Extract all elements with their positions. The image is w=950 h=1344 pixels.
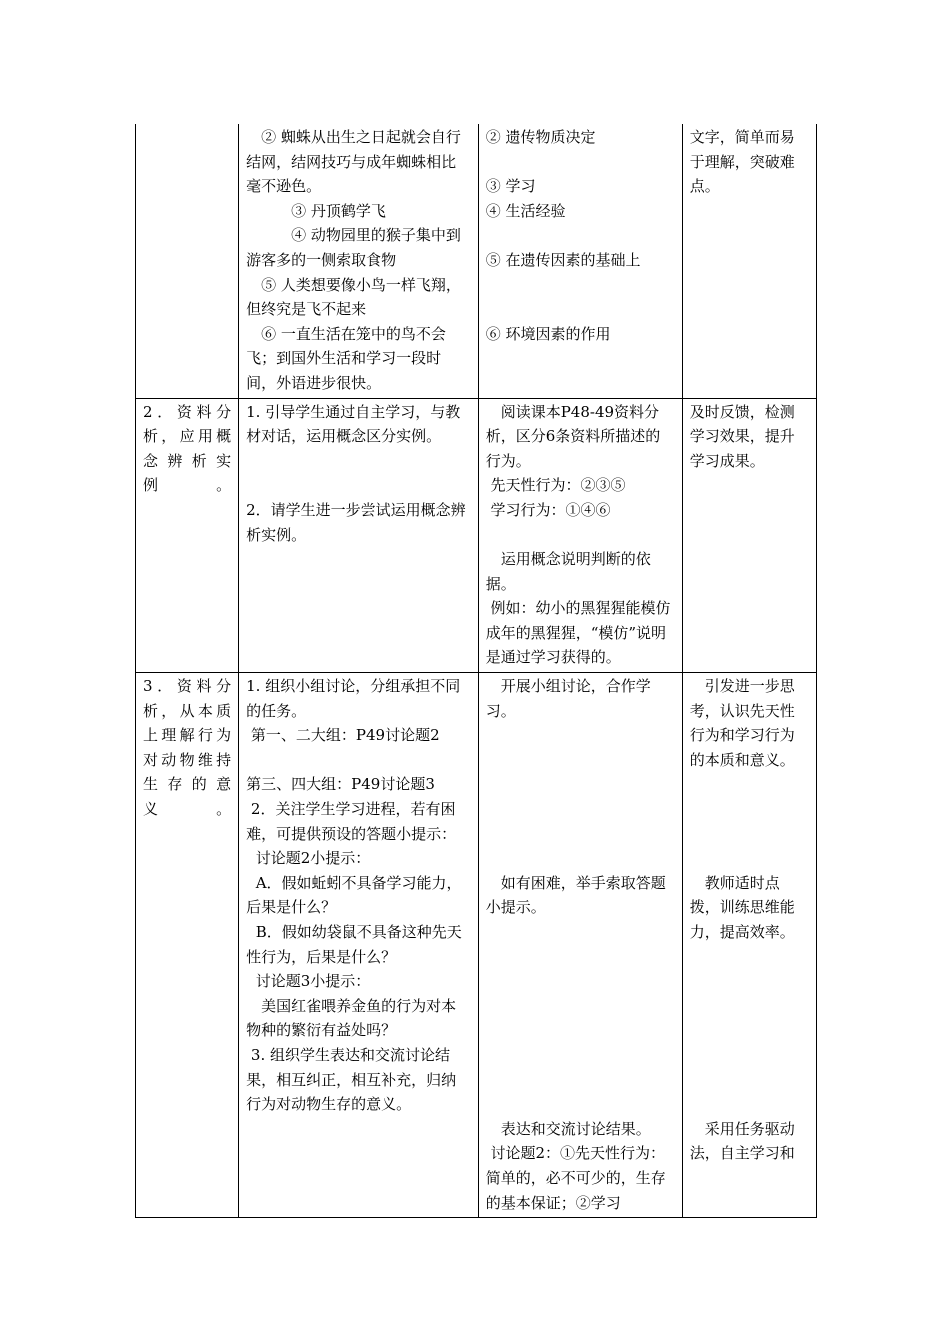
- paragraph: 运用概念说明判断的依据。: [485, 550, 651, 593]
- blank-line: [486, 797, 675, 822]
- blank-line: [486, 723, 675, 748]
- blank-line: [246, 449, 471, 474]
- blank-line: [486, 920, 675, 945]
- teacher-activity-cell: [239, 673, 479, 1218]
- paragraph: 2．请学生进一步尝试运用概念辨析实例。: [246, 500, 466, 544]
- paragraph: ⑤ 人类想要像小鸟一样飞翔，但终究是飞不起来: [246, 275, 461, 319]
- stage-cell: [136, 398, 239, 673]
- blank-line: [486, 994, 675, 1019]
- blank-line: [486, 150, 675, 175]
- paragraph: 及时反馈，检测学习效果，提升学习成果。: [689, 402, 795, 470]
- blank-line: [690, 994, 809, 1019]
- blank-line: [690, 1068, 809, 1093]
- blank-line: [486, 523, 675, 548]
- paragraph: 第一、二大组：P49讨论题2: [246, 726, 440, 745]
- table-row: [136, 398, 817, 673]
- blank-line: [690, 945, 809, 970]
- blank-line: [690, 772, 809, 797]
- blank-line: [246, 473, 471, 498]
- paragraph: 1. 组织小组讨论，分组承担不同的任务。: [246, 677, 461, 720]
- teacher-activity-cell: [239, 124, 479, 398]
- paragraph: 1. 引导学生通过自主学习，与教材对话，运用概念区分实例。: [246, 402, 461, 446]
- blank-line: [486, 969, 675, 994]
- blank-line: [486, 1043, 675, 1068]
- paragraph: 3. 组织学生表达和交流讨论结果，相互纠正，相互补充，归纳行为对动物生存的意义。: [246, 1045, 457, 1114]
- blank-line: [690, 1043, 809, 1068]
- paragraph: ② 遗传物质决定: [485, 128, 596, 146]
- blank-line: [486, 273, 675, 298]
- paragraph: 文字，简单而易于理解，突破难点。: [689, 128, 795, 196]
- paragraph: 如有困难，举手索取答题小提示。: [485, 873, 666, 917]
- paragraph: 讨论题3小提示：: [246, 972, 371, 991]
- paragraph: 表达和交流讨论结果。: [485, 1119, 651, 1138]
- paragraph: 讨论题2：①先天性行为：简单的，必不可少的，生存的基本保证；②学习: [485, 1144, 666, 1212]
- paragraph: ④ 动物园里的猴子集中到游客多的一侧索取食物: [246, 226, 461, 269]
- teacher-activity-cell: [239, 398, 479, 673]
- stage-cell: [136, 124, 239, 398]
- blank-line: [690, 797, 809, 822]
- paragraph: 引发进一步思考，认识先天性行为和学习行为的本质和意义。: [689, 677, 795, 769]
- paragraph: ③ 丹顶鹤学飞: [246, 201, 386, 220]
- student-activity-cell: [478, 124, 682, 398]
- paragraph: 2．资料分析，应用概念辨析实例。: [143, 402, 232, 495]
- paragraph: B．假如幼袋鼠不具备这种先天性行为，后果是什么？: [246, 923, 462, 966]
- paragraph: 学习行为：①④⑥: [485, 500, 611, 519]
- lesson-plan-table: [135, 124, 817, 1218]
- paragraph: 教师适时点拨，训练思维能力，提高效率。: [689, 873, 795, 941]
- blank-line: [486, 1068, 675, 1093]
- blank-line: [486, 1018, 675, 1043]
- table-row: [136, 673, 817, 1218]
- paragraph: ⑥ 环境因素的作用: [485, 324, 611, 343]
- paragraph: 美国红雀喂养金鱼的行为对本物种的繁衍有益处吗？: [246, 996, 457, 1040]
- blank-line: [486, 1092, 675, 1117]
- paragraph: 开展小组讨论，合作学习。: [485, 677, 651, 720]
- paragraph: 2．关注学生学习进程，若有困难，可提供预设的答题小提示：: [246, 800, 457, 843]
- paragraph: 阅读课本P48-49资料分析，区分6条资料所描述的行为。: [485, 402, 661, 470]
- blank-line: [246, 748, 471, 773]
- paragraph: ② 蜘蛛从出生之日起就会自行结网，结网技巧与成年蜘蛛相比毫不逊色。: [246, 128, 461, 196]
- design-intent-cell: [682, 673, 816, 1218]
- blank-line: [486, 772, 675, 797]
- blank-line: [690, 969, 809, 994]
- blank-line: [486, 748, 675, 773]
- student-activity-cell: [478, 398, 682, 673]
- paragraph: 例如：幼小的黑猩猩能模仿成年的黑猩猩，“模仿”说明是通过学习获得的。: [485, 599, 671, 667]
- blank-line: [690, 1092, 809, 1117]
- paragraph: ⑥ 一直生活在笼中的鸟不会飞；到国外生活和学习一段时间，外语进步很快。: [246, 324, 446, 392]
- blank-line: [486, 945, 675, 970]
- blank-line: [486, 223, 675, 248]
- blank-line: [690, 846, 809, 871]
- paragraph: 先天性行为：②③⑤: [485, 476, 626, 495]
- design-intent-cell: [682, 124, 816, 398]
- blank-line: [690, 822, 809, 847]
- paragraph: A．假如蚯蚓不具备学习能力，后果是什么？: [246, 873, 462, 917]
- paragraph: ⑤ 在遗传因素的基础上: [485, 250, 641, 269]
- design-intent-cell: [682, 398, 816, 673]
- stage-cell: [136, 673, 239, 1218]
- blank-line: [486, 297, 675, 322]
- paragraph: ④ 生活经验: [485, 201, 566, 220]
- paragraph: 采用任务驱动法，自主学习和: [689, 1119, 795, 1163]
- table-row: [136, 124, 817, 398]
- paragraph: 第三、四大组：P49讨论题3: [246, 775, 435, 794]
- blank-line: [486, 846, 675, 871]
- paragraph: ③ 学习: [485, 177, 536, 196]
- paragraph: 3．资料分析，从本质上理解行为对动物维持生存的意义。: [143, 677, 232, 819]
- blank-line: [486, 822, 675, 847]
- blank-line: [690, 1018, 809, 1043]
- student-activity-cell: [478, 673, 682, 1218]
- paragraph: 讨论题2小提示：: [246, 849, 371, 868]
